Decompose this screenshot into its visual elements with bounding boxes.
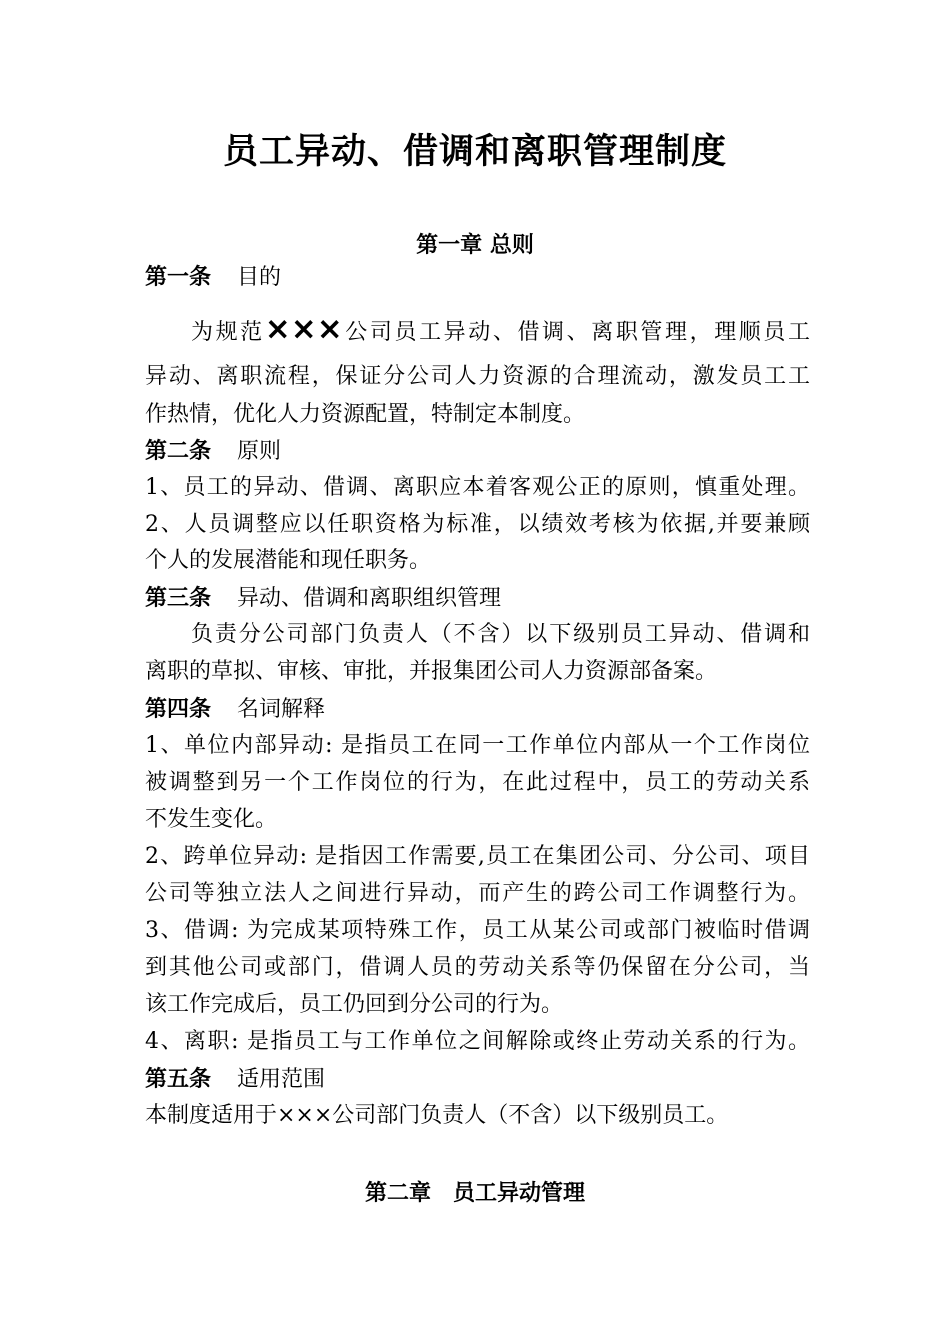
article-5-label: 适用范围 xyxy=(237,1067,326,1092)
article-1-text-prefix: 为规范 xyxy=(191,320,265,345)
article-1-label: 目的 xyxy=(237,265,282,290)
article-2-line-3: 个人的发展潜能和现任职务。 xyxy=(145,548,432,573)
article-5-line-1: 本制度适用于×××公司部门负责人（不含）以下级别员工。 xyxy=(145,1103,729,1128)
article-2-number: 第二条 xyxy=(145,438,212,464)
article-3-heading xyxy=(145,583,810,614)
article-4-line-5: 公司等独立法人之间进行异动，而产生的跨公司工作调整行为。 xyxy=(145,881,810,906)
article-4-line-4: 2、跨单位异动: 是指因工作需要,员工在集团公司、分公司、项目 xyxy=(145,844,810,869)
article-4-number: 第四条 xyxy=(145,696,212,722)
article-4-line-8: 该工作完成后，员工仍回到分公司的行为。 xyxy=(145,992,564,1017)
article-1-text-suffix: 公司员工异动、借调、离职管理，理顺员工 xyxy=(342,320,810,345)
article-4-label: 名词解释 xyxy=(237,697,326,722)
article-3-number: 第三条 xyxy=(145,585,212,611)
article-2-label: 原则 xyxy=(237,439,282,464)
article-1-paragraph-line-1 xyxy=(191,311,810,348)
article-4-line-1: 1、单位内部异动: 是指员工在同一工作单位内部从一个工作岗位 xyxy=(145,733,810,758)
article-4-heading xyxy=(145,694,810,725)
article-5-number: 第五条 xyxy=(145,1066,212,1092)
article-2-heading xyxy=(145,436,810,467)
article-3-line-1: 负责分公司部门负责人（不含）以下级别员工异动、借调和 xyxy=(191,622,810,647)
article-4-line-6: 3、借调: 为完成某项特殊工作，员工从某公司或部门被临时借调 xyxy=(145,918,810,943)
article-4-line-7: 到其他公司或部门，借调人员的劳动关系等仍保留在分公司，当 xyxy=(145,955,810,980)
article-1-number: 第一条 xyxy=(145,264,212,290)
article-2-line-1: 1、员工的异动、借调、离职应本着客观公正的原则，慎重处理。 xyxy=(145,475,810,500)
article-1-paragraph-line-2: 异动、离职流程，保证分公司人力资源的合理流动，激发员工工 xyxy=(145,364,810,389)
article-4-line-3: 不发生变化。 xyxy=(145,807,278,832)
article-1-paragraph-line-3: 作热情，优化人力资源配置，特制定本制度。 xyxy=(145,402,586,427)
article-3-line-2: 离职的草拟、审核、审批，并报集团公司人力资源部备案。 xyxy=(145,659,718,684)
company-placeholder: ××× xyxy=(264,311,343,347)
article-2-line-2: 2、人员调整应以任职资格为标准，以绩效考核为依据,并要兼顾 xyxy=(145,512,810,537)
article-1-heading xyxy=(145,262,810,293)
article-3-label: 异动、借调和离职组织管理 xyxy=(237,586,502,611)
chapter-2-heading: 第二章 员工异动管理 xyxy=(364,1180,585,1206)
chapter-1-heading: 第一章 总则 xyxy=(416,232,534,258)
article-4-line-2: 被调整到另一个工作岗位的行为，在此过程中，员工的劳动关系 xyxy=(145,770,810,795)
article-4-line-9: 4、离职: 是指员工与工作单位之间解除或终止劳动关系的行为。 xyxy=(145,1029,810,1054)
document-title: 员工异动、借调和离职管理制度 xyxy=(222,132,727,172)
article-5-heading xyxy=(145,1064,810,1095)
